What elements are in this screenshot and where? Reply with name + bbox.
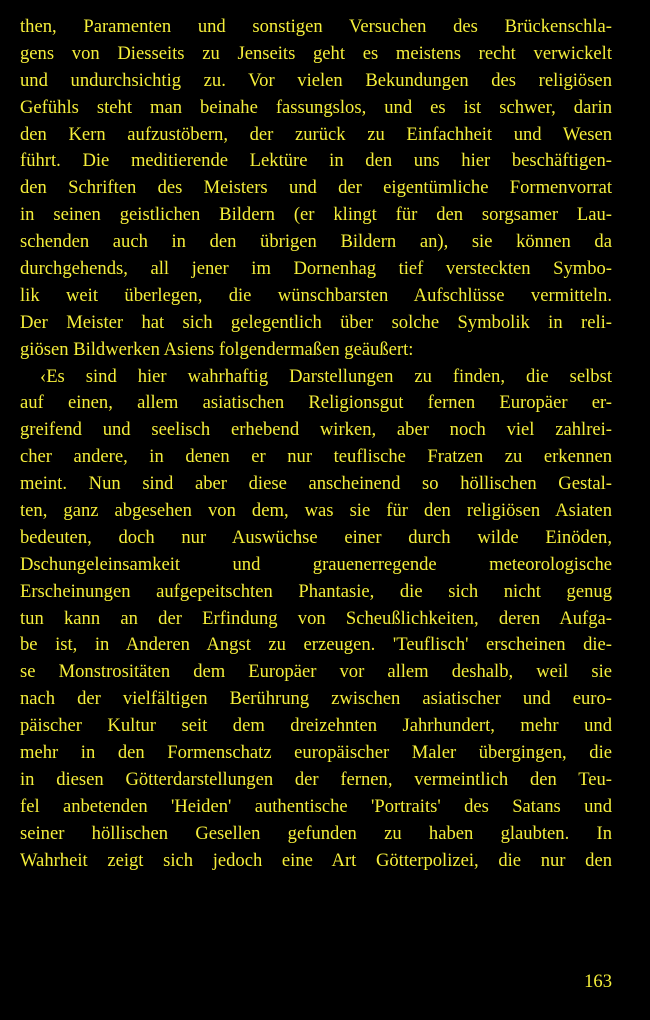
text-line: Wahrheit zeigt sich jedoch eine Art Götterpolizei, die nur den	[20, 849, 612, 871]
text-line: päischer Kultur seit dem dreizehnten Jahrhundert, mehr und	[20, 715, 612, 737]
text-line: greifend und seelisch erhebend wirken, aber noch viel zahlrei-	[20, 419, 612, 441]
text-line: und undurchsichtig zu. Vor vielen Bekundungen des religiösen	[20, 69, 612, 91]
text-line: cher andere, in denen er nur teuflische Fratzen zu erkennen	[20, 446, 612, 468]
text-line: in seinen geistlichen Bildern (er klingt für den sorgsamer Lau-	[20, 204, 612, 226]
text-line: mehr in den Formenschatz europäischer Maler übergingen, die	[20, 742, 612, 764]
text-line: bedeuten, doch nur Auswüchse einer durch wilde Einöden,	[20, 526, 612, 548]
text-line: seiner höllischen Gesellen gefunden zu haben glaubten. In	[20, 822, 612, 844]
text-line: Dschungeleinsamkeit und grauenerregende meteorologische	[20, 553, 612, 575]
text-line: meint. Nun sind aber diese anscheinend so höllischen Gestal-	[20, 473, 612, 495]
text-line: den Schriften des Meisters und der eigentümliche Formenvorrat	[20, 177, 612, 199]
page-number: 163	[584, 971, 612, 992]
text-line: be ist, in Anderen Angst zu erzeugen. 'Teuflisch' erscheinen die-	[20, 634, 612, 656]
text-line: führt. Die meditierende Lektüre in den uns hier beschäftigen-	[20, 150, 612, 172]
text-line: Erscheinungen aufgepeitschten Phantasie, die sich nicht genug	[20, 580, 612, 602]
text-line: then, Paramenten und sonstigen Versuchen des Brückenschla-	[20, 16, 612, 37]
text-line: gens von Diesseits zu Jenseits geht es meistens recht verwickelt	[20, 42, 612, 64]
text-line: durchgehends, all jener im Dornenhag tief versteckten Symbo-	[20, 258, 612, 280]
text-line: nach der vielfältigen Berührung zwischen asiatischer und euro-	[20, 688, 612, 710]
text-line: se Monstrositäten dem Europäer vor allem deshalb, weil sie	[20, 661, 612, 683]
text-line: schenden auch in den übrigen Bildern an), sie können da	[20, 231, 612, 253]
text-line: auf einen, allem asiatischen Religionsgut fernen Europäer er-	[20, 392, 612, 414]
body-text	[20, 14, 612, 875]
text-line: Gefühls steht man beinahe fassungslos, und es ist schwer, darin	[20, 96, 612, 118]
text-line: fel anbetenden 'Heiden' authentische 'Portraits' des Satans und	[20, 795, 612, 817]
text-line: Der Meister hat sich gelegentlich über solche Symbolik in reli-	[20, 311, 612, 333]
book-page	[20, 14, 612, 1004]
text-line: in diesen Götterdarstellungen der fernen, vermeintlich den Teu-	[20, 768, 612, 790]
text-line: lik weit überlegen, die wünschbarsten Aufschlüsse vermitteln.	[20, 284, 612, 306]
text-line: den Kern aufzustöbern, der zurück zu Einfachheit und Wesen	[20, 123, 612, 145]
text-line: giösen Bildwerken Asiens folgendermaßen geäußert:	[20, 338, 414, 360]
text-line: ‹Es sind hier wahrhaftig Darstellungen zu finden, die selbst	[40, 365, 612, 387]
text-line: tun kann an der Erfindung von Scheußlichkeiten, deren Aufga-	[20, 607, 612, 629]
text-line: ten, ganz abgesehen von dem, was sie für den religiösen Asiaten	[20, 500, 612, 522]
